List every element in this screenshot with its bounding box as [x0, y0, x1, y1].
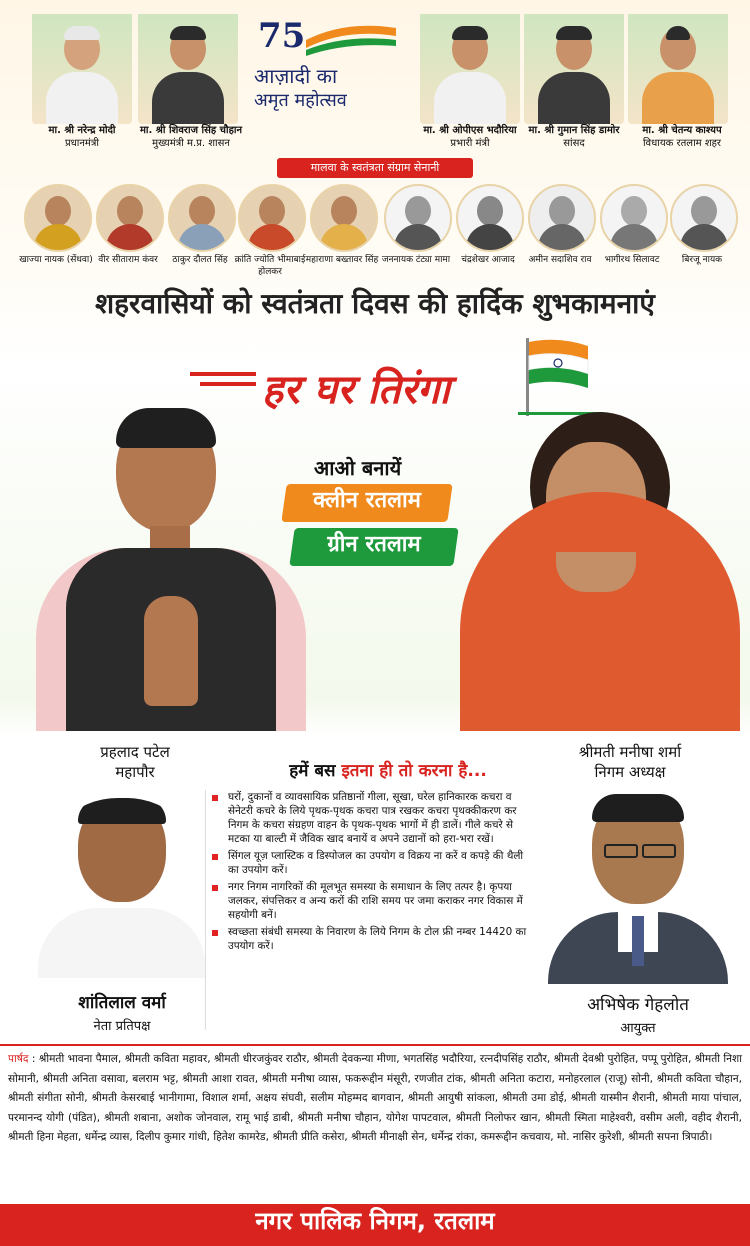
task-item: घरों, दुकानों व व्यावसायिक प्रतिष्ठानों गीला, सूखा, घरेल हानिकारक कचरा व सेनेटरी कचरे के लिये पृथक-पृथक कचरा पात्र रखकर कचरा पृथक्कीकरण कर निगम के कचरा संग्रहण वाहन के पृथक-पृथक भागों में ही डालें। गीले कचरे से मटका या बाल्टी में जैविक खाद बनायें व अपने उद्यानों को हरा-भरा रखें। — [212, 790, 537, 846]
fighter-portrait — [238, 184, 306, 252]
leader-caption-damor — [520, 124, 628, 150]
fighter-name: क्रांति ज्योति भीमाबाई होलकर — [234, 255, 306, 277]
fighter-portrait — [456, 184, 524, 252]
fighter-name: महाराणा बख्तावर सिंह — [305, 255, 379, 265]
fighter-portrait — [24, 184, 92, 252]
leader-caption-shivraj — [136, 124, 246, 150]
tasks-list — [205, 790, 537, 1030]
logo-line2: अमृत महोत्सव — [254, 90, 347, 111]
fighter-portrait — [528, 184, 596, 252]
fighter-name: चंद्रशेखर आजाद — [461, 255, 515, 265]
councillors-list: : श्रीमती भावना पैमाल, श्रीमती कविता महावर, श्रीमती धीरजकुंवर राठौर, श्रीमती देवकन्या मीणा, भगतसिंह भदौरिया, रत्नदीपसिंह राठौर, श्रीमती देवश्री पुरोहित, पप्पू पुरोहित, श्रीमती निशा सोमानी, श्रीमती अनिता वसावा, बलराम भट्ट, श्रीमती आशा रावत, श्रीमती मनीषा व्यास, फकरूद्दीन मंसूरी, रणजीत टांक, श्रीमती अनिता कटारा, मनोहरलाल (राजू) सोनी, श्रीमती कविता चौहान, श्रीमती संगीता सोनी, श्रीमती केसरबाई भानीगामा, विशाल शर्मा, अक्षय संघवी, सलीम मोहम्मद बागवान, श्रीमती आयुषी सांकला, श्रीमती उमा डोई, श्रीमती यास्मीन शैरानी, श्रीमती माया पांचाल, परमानन्द योगी (पंडित), श्रीमती शबाना, अशोक जोनवाल, रामू भाई डाबी, श्रीमती मनीषा चौहान, योगेश पापटवाल, श्रीमती निलोफर खान, श्रीमती स्मिता माहेश्वरी, वसीम अली, वहीद शैरानी, श्रीमती हिना मेहता, धर्मेन्द्र व्यास, दिलीप कुमार गांधी, हितेश कामरेड, श्रीमती प्रीति कसेरा, श्रीमती मीनाक्षी सेन, धर्मेन्द्र रांका, कमरूद्दीन कचवाय, मो. नासिर कुरेशी, श्रीमती सपना त्रिपाठी। — [8, 1053, 742, 1144]
footer-title: नगर पालिक निगम, रतलाम — [255, 1207, 495, 1235]
fighter-portrait — [600, 184, 668, 252]
tasks-heading-highlight: इतना ही तो करना है... — [341, 761, 487, 781]
divider — [0, 1044, 750, 1046]
flag-swoosh-icon — [306, 20, 396, 60]
indian-flag-icon — [518, 336, 604, 418]
mayor-photo — [20, 406, 320, 731]
fighter-name: ठाकुर दौलत सिंह — [172, 255, 228, 265]
fighter-name: वीर सीताराम कंवर — [98, 255, 158, 265]
leader-title: प्रभारी मंत्री — [450, 138, 490, 149]
commissioner-name: अभिषेक गेहलोत — [587, 995, 689, 1015]
leader-title: मुख्यमंत्री म.प्र. शासन — [152, 138, 230, 149]
task-item: सिंगल यूज़ प्लास्टिक व डिस्पोजल का उपयोग व विक्रय ना करें व कपड़े की थैली का उपयोग करें। — [212, 849, 537, 877]
fighter-name: बिरजू नायक — [681, 255, 723, 265]
commissioner-title: आयुक्त — [620, 1021, 656, 1036]
councillors-label: पार्षद — [8, 1053, 29, 1065]
campaign-title: हर घर तिरंगा — [262, 367, 450, 413]
task-item: स्वच्छता संबंधी समस्या के निवारण के लिये निगम के टोल फ्री नम्बर 14420 का उपयोग करें। — [212, 925, 537, 953]
leader-name: मा. श्री शिवराज सिंह चौहान — [139, 125, 243, 136]
commissioner-photo — [548, 794, 728, 984]
leader-portrait-bhadoria — [420, 14, 520, 124]
leader-portrait-shivraj — [138, 14, 238, 124]
leader-caption-modi — [20, 124, 144, 150]
fighter-portrait — [96, 184, 164, 252]
azadi-logo — [248, 16, 398, 116]
decor-line — [190, 372, 256, 376]
decor-line — [200, 382, 256, 386]
councillors-block — [8, 1050, 742, 1148]
tasks-heading-prefix: हमें बस — [289, 761, 342, 781]
opposition-photo — [38, 798, 206, 978]
chairperson-title: निगम अध्यक्ष — [594, 763, 666, 781]
mayor-caption — [40, 742, 230, 782]
leader-portrait-damor — [524, 14, 624, 124]
leader-title: विधायक रतलाम शहर — [642, 138, 722, 149]
leader-name: मा. श्री नरेन्द्र मोदी — [48, 125, 116, 136]
slogan-clean: क्लीन रतलाम — [313, 488, 421, 513]
chairperson-photo — [450, 412, 740, 731]
leader-name: मा. श्री ओपीएस भदौरिया — [423, 125, 517, 136]
leader-caption-kashyap — [622, 124, 742, 150]
opposition-title: नेता प्रतिपक्ष — [93, 1019, 151, 1034]
leader-portrait-modi — [32, 14, 132, 124]
fighter-portrait — [384, 184, 452, 252]
chairperson-caption — [530, 742, 730, 782]
opposition-name: शांतिलाल वर्मा — [78, 993, 166, 1013]
leader-title: प्रधानमंत्री — [64, 138, 100, 149]
leader-name: मा. श्री चेतन्य काश्यप — [642, 125, 722, 136]
fighter-name: भागीरथ सिलावट — [604, 255, 660, 265]
leader-portrait-kashyap — [628, 14, 728, 124]
task-item: नगर निगम नागरिकों की मूलभूत समस्या के समाधान के लिए तत्पर है। कृपया जलकर, संपत्तिकर व अन्य करों की राशि समय पर जमा कराकर नगर विकास में सहयोगी बनें। — [212, 880, 537, 922]
slogan-green: ग्रीन रतलाम — [327, 532, 421, 557]
logo-number: 75 — [258, 16, 306, 56]
fighters-banner: मालवा के स्वतंत्रता संग्राम सेनानी — [277, 158, 473, 178]
mayor-name: प्रहलाद पटेल — [100, 743, 170, 761]
slogan-line1: आओ बनायें — [314, 456, 402, 480]
fighter-portrait — [168, 184, 236, 252]
tasks-heading — [248, 758, 528, 781]
leader-title: सांसद — [563, 138, 585, 149]
fighter-portrait — [310, 184, 378, 252]
leader-name: मा. श्री गुमान सिंह डामोर — [528, 125, 620, 136]
fighter-name: अमीन सदाशिव राव — [528, 255, 592, 265]
logo-line1: आज़ादी का — [254, 64, 338, 88]
fighter-name: खाज्या नायक (सेंधवा) — [19, 255, 93, 265]
mayor-title: महापौर — [115, 763, 155, 781]
chairperson-name: श्रीमती मनीषा शर्मा — [578, 743, 682, 761]
fighter-name: जननायक टंट्या मामा — [381, 255, 451, 265]
greeting-heading: शहरवासियों को स्वतंत्रता दिवस की हार्दिक शुभकामनाएं — [95, 287, 655, 320]
leader-caption-bhadoria — [412, 124, 528, 150]
fighter-portrait — [670, 184, 738, 252]
